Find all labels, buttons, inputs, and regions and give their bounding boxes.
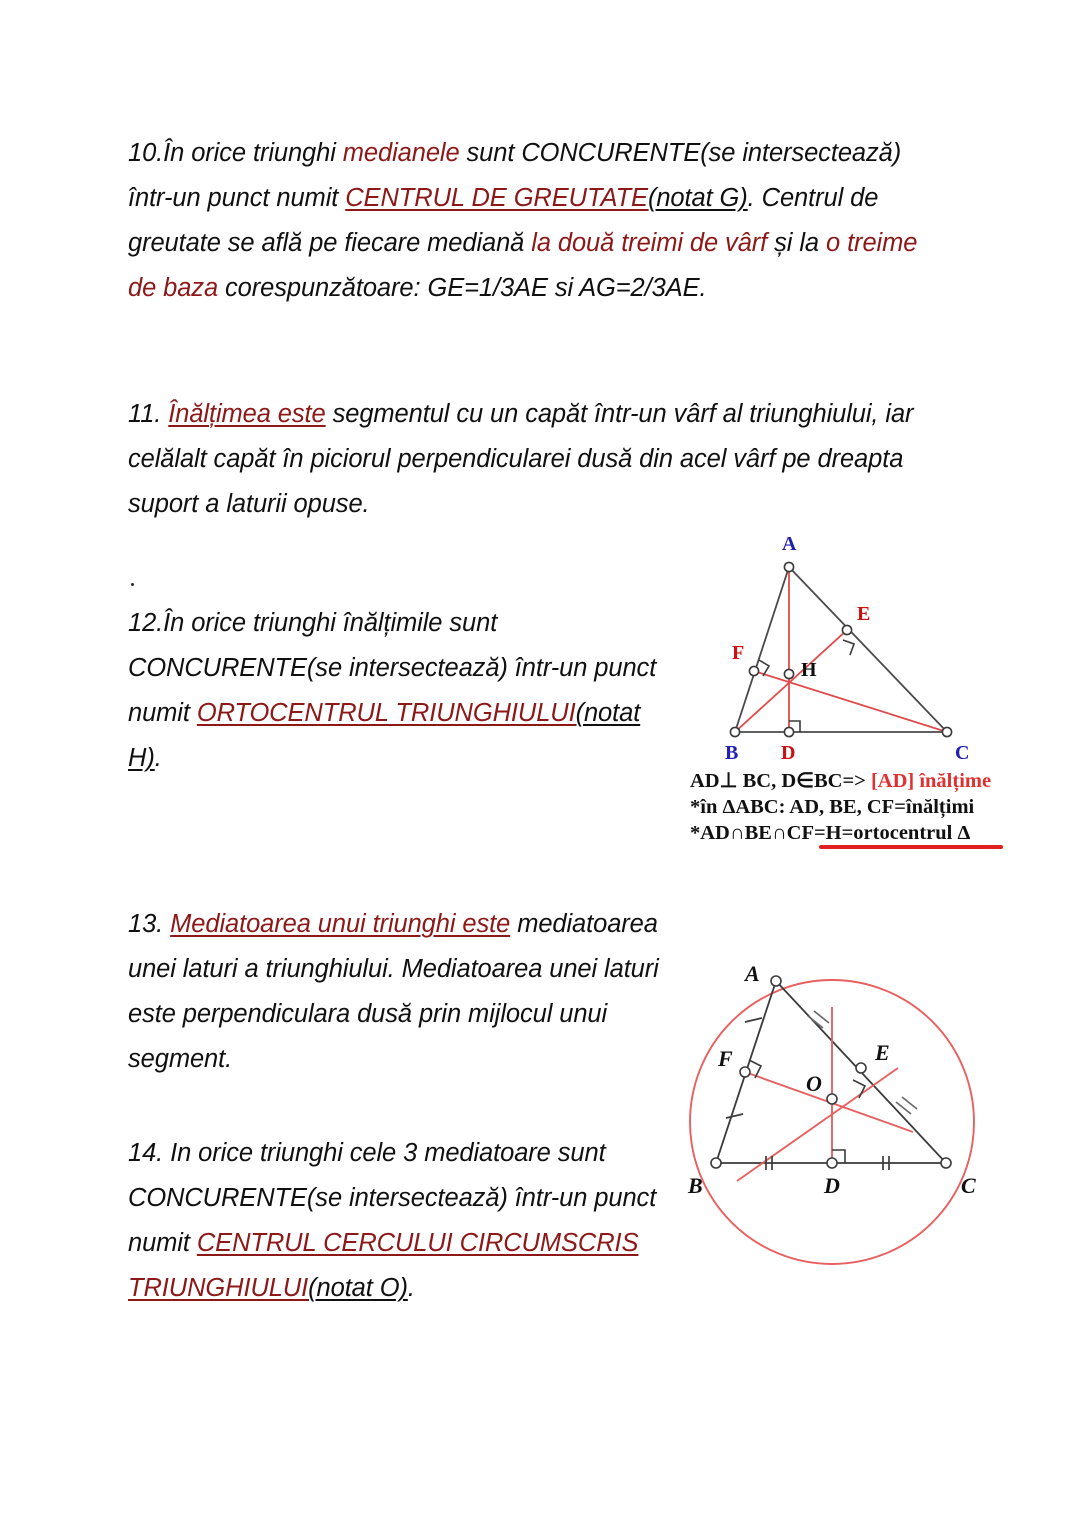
- label-e: E: [857, 603, 871, 625]
- point-e: [856, 1063, 866, 1073]
- label-a: A: [782, 533, 797, 555]
- tick-ae-2: [814, 1011, 829, 1023]
- caption-1a: AD⊥ BC, D∈BC=>: [690, 770, 871, 792]
- caption-line-2: *în ΔABC: AD, BE, CF=înălțimi: [690, 796, 975, 818]
- p10-run-5: . Centrul de greutate se află pe fiecare mediană: [128, 184, 879, 257]
- label-a: A: [745, 961, 760, 986]
- p10-run-4: (notat G): [647, 184, 748, 212]
- p10-run-3: CENTRUL DE GREUTATE: [345, 184, 648, 212]
- label-e: E: [875, 1040, 890, 1065]
- point-b: [730, 727, 739, 736]
- orthocenter-caption: [690, 768, 1020, 846]
- p14-run-3: .: [407, 1274, 415, 1302]
- circumcenter-diagram: [683, 950, 1003, 1270]
- triangle-sides: [735, 567, 947, 732]
- point-a: [784, 562, 793, 571]
- p10-run-6: la două treimi de vârf: [531, 229, 768, 257]
- paragraph-13: [128, 902, 708, 1082]
- point-f: [749, 666, 758, 675]
- p10-run-1: medianele: [342, 139, 460, 167]
- label-b: B: [688, 1173, 703, 1198]
- point-e: [842, 625, 851, 634]
- point-f: [740, 1067, 750, 1077]
- p14-run-1: CENTRUL CERCULUI CIRCUMSCRIS TRIUNGHIULUI: [128, 1229, 639, 1302]
- vertex-markers: [711, 976, 951, 1168]
- orthocenter-diagram: [683, 528, 1013, 768]
- p12-run-3: .: [154, 744, 162, 772]
- stray-ink-dot: [131, 583, 134, 586]
- point-b: [711, 1158, 721, 1168]
- caption-1b: [AD] înălțime: [870, 770, 992, 792]
- paragraph-14: [128, 1131, 688, 1311]
- point-h: [784, 669, 793, 678]
- paragraph-12: [128, 601, 668, 781]
- label-h: H: [801, 659, 817, 681]
- p10-run-9: corespunzătoare: GE=1/3AE si AG=2/3AE.: [218, 274, 707, 302]
- altitudes: [735, 567, 947, 732]
- vertex-markers: [730, 562, 951, 736]
- caption-line-1: [690, 768, 1020, 794]
- right-angle-e: [843, 640, 854, 655]
- point-d: [784, 727, 793, 736]
- p11-run-0: 11.: [128, 400, 169, 428]
- p10-run-8: o treime de baza: [128, 229, 918, 302]
- right-angle-marks: [759, 640, 854, 732]
- label-f: F: [718, 1046, 733, 1071]
- tick-ae-1: [808, 1016, 823, 1028]
- p12-run-2: (notat H): [128, 699, 641, 772]
- caption-line-3: *AD∩BE∩CF=H=ortocentrul Δ: [690, 822, 971, 844]
- p10-run-7: și la: [767, 229, 826, 257]
- p12-run-0: 12.În orice triunghi înălțimile sunt CONCURENTE(se intersectează) într-un punct numit: [128, 609, 657, 727]
- point-a: [771, 976, 781, 986]
- label-d: D: [781, 742, 796, 764]
- p13-run-2: mediatoarea unei laturi a triunghiului. Mediatoarea unei laturi este perpendiculara dusă prin mijlocul unui segment.: [128, 910, 659, 1073]
- p14-run-0: 14. In orice triunghi cele 3 mediatoare sunt CONCURENTE(se intersectează) într-un punct numit: [128, 1139, 657, 1257]
- label-c: C: [961, 1173, 976, 1198]
- label-b: B: [725, 742, 739, 764]
- p11-run-2: segmentul cu un capăt într-un vârf al triunghiului, iar celălalt capăt în piciorul perpendicularei dusă din acel vârf pe dreapta suport a laturii opuse.: [128, 400, 914, 518]
- p11-run-1: Înălțimea este: [168, 400, 326, 428]
- point-o: [827, 1094, 837, 1104]
- point-c: [941, 1158, 951, 1168]
- p10-run-0: 10.În orice triunghi: [128, 139, 343, 167]
- label-f: F: [732, 642, 745, 664]
- caption-red-underline: [819, 845, 1003, 849]
- label-o: O: [806, 1071, 822, 1096]
- point-d: [827, 1158, 837, 1168]
- p14-run-2: (notat O): [308, 1274, 408, 1302]
- p12-run-1: ORTOCENTRUL TRIUNGHIULUI: [196, 699, 576, 727]
- point-c: [942, 727, 951, 736]
- p13-run-1: Mediatoarea unui triunghi este: [170, 910, 511, 938]
- tick-ab-upper: [745, 1018, 762, 1022]
- tick-ab-lower: [726, 1114, 743, 1118]
- label-c: C: [955, 742, 970, 764]
- p10-run-2: sunt CONCURENTE(se intersectează) într-un punct numit: [128, 139, 902, 212]
- paragraph-11: [128, 392, 938, 527]
- tick-ec-2: [902, 1097, 917, 1109]
- p13-run-0: 13.: [128, 910, 171, 938]
- label-d: D: [824, 1173, 840, 1198]
- paragraph-10: [128, 131, 918, 311]
